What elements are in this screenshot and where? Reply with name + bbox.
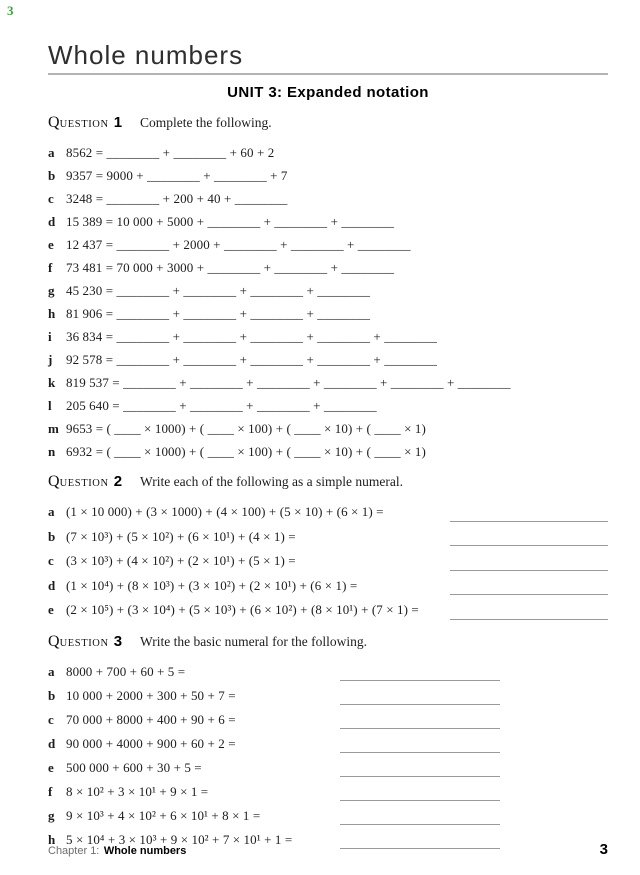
question-item-row [48,780,608,804]
answer-line [450,570,608,571]
question-item-row [48,500,608,525]
item-text: (2 × 10⁵) + (3 × 10⁴) + (5 × 10³) + (6 × 10²) + (8 × 10¹) + (7 × 1) = [66,602,419,617]
question-heading [48,114,608,136]
question-label: QUESTION [48,632,109,650]
question-item-row [48,660,608,684]
item-letter: b [48,687,56,703]
question-item-row [48,804,608,828]
item-letter: c [48,711,54,727]
answer-line [340,704,500,705]
item-letter: d [48,577,56,593]
question-1-block [48,114,608,463]
item-text: (3 × 10³) + (4 × 10²) + (2 × 10¹) + (5 × 1) = [66,553,296,568]
item-letter: a [48,504,55,519]
item-text: 3248 = ________ + 200 + 40 + ________ [66,191,288,206]
item-text: 36 834 = ________ + ________ + ________ + ________ + ________ [66,329,438,344]
answer-line [340,752,500,753]
item-letter: d [48,735,56,751]
item-letter: k [48,375,56,390]
answer-line [340,680,500,681]
item-letter: e [48,237,54,252]
page-footer [48,841,608,859]
question-instruction: Write the basic numeral for the following. [140,633,368,649]
question-item-row [48,440,608,463]
answer-line [340,824,500,825]
unit-heading: UNIT 3: Expanded notation [227,84,429,101]
question-item-row [48,708,608,732]
item-text: 205 640 = ________ + ________ + ________ + ________ [66,398,377,413]
item-letter: e [48,602,54,617]
item-text: 12 437 = ________ + 2000 + ________ + ________ + ________ [66,237,411,252]
item-text: 15 389 = 10 000 + 5000 + ________ + ________ + ________ [66,214,395,229]
answer-line [340,800,500,801]
answer-line [450,521,608,522]
question-item-row [48,141,608,164]
question-instruction: Write each of the following as a simple numeral. [140,474,404,489]
question-number: 2 [113,473,123,490]
item-text: 70 000 + 8000 + 400 + 90 + 6 = [66,711,236,727]
question-heading [48,633,608,655]
question-item-row [48,279,608,302]
question-item-row [48,164,608,187]
answer-line [340,776,500,777]
question-items [48,500,608,623]
item-letter: c [48,553,54,568]
question-item-row [48,394,608,417]
question-label: QUESTION [48,473,109,490]
question-2-block [48,473,608,623]
question-item-row [48,256,608,279]
page-number: 3 [599,841,608,858]
item-letter: j [48,352,53,367]
item-letter: f [48,783,53,799]
question-instruction: Complete the following. [140,115,272,130]
answer-line [340,728,500,729]
question-item-row [48,756,608,780]
item-letter: f [48,260,53,275]
question-label-smallcaps: UESTION [59,119,109,130]
question-item-row [48,684,608,708]
item-text: 8562 = ________ + ________ + 60 + 2 [66,145,275,160]
page-title: Whole numbers [48,40,244,70]
item-text: 9 × 10³ + 4 × 10² + 6 × 10¹ + 8 × 1 = [66,807,261,823]
question-item-row [48,549,608,574]
answer-line [450,545,608,546]
question-number: 1 [113,114,123,131]
question-items [48,141,608,463]
chapter-label: Chapter 1: [48,845,100,857]
item-text: 500 000 + 600 + 30 + 5 = [66,759,202,775]
item-text: (1 × 10⁴) + (8 × 10³) + (3 × 10²) + (2 × 10¹) + (6 × 1) = [66,577,358,593]
question-heading [48,473,608,495]
item-text: 90 000 + 4000 + 900 + 60 + 2 = [66,735,236,751]
item-letter: b [48,528,56,544]
item-text: (1 × 10 000) + (3 × 1000) + (4 × 100) + (5 × 10) + (6 × 1) = [66,504,384,519]
item-letter: e [48,759,54,775]
item-letter: l [48,398,52,413]
item-letter: m [48,421,59,436]
item-letter: h [48,306,56,321]
item-text: 8000 + 700 + 60 + 5 = [66,663,186,679]
question-number: 3 [113,632,123,650]
question-item-row [48,233,608,256]
item-text: 73 481 = 70 000 + 3000 + ________ + ________ + ________ [66,260,395,275]
question-item-row [48,302,608,325]
item-text: 819 537 = ________ + ________ + ________ + ________ + ________ + ________ [66,375,511,390]
item-text: 92 578 = ________ + ________ + ________ + ________ + ________ [66,352,438,367]
corner-page-mark: 3 [7,3,14,18]
question-item-row [48,598,608,623]
item-letter: c [48,191,54,206]
title-rule [48,73,608,75]
question-label-smallcaps: UESTION [59,637,109,649]
item-letter: a [48,145,55,160]
question-item-row [48,187,608,210]
question-item-row [48,210,608,233]
chapter-title: Whole numbers [103,845,187,857]
footer-chapter [48,841,186,859]
item-letter: g [48,807,55,823]
questions-container [48,114,608,852]
question-item-row [48,525,608,550]
item-text: 81 906 = ________ + ________ + ________ + ________ [66,306,371,321]
item-text: 9357 = 9000 + ________ + ________ + 7 [66,168,288,183]
item-letter: h [48,831,56,847]
question-label: QUESTION [48,114,109,131]
item-text: 10 000 + 2000 + 300 + 50 + 7 = [66,687,236,703]
item-letter: d [48,214,56,229]
page-content [0,42,640,852]
item-text: 45 230 = ________ + ________ + ________ + ________ [66,283,371,298]
item-letter: a [48,663,55,679]
item-text: 6932 = ( ____ × 1000) + ( ____ × 100) + ( ____ × 10) + ( ____ × 1) [66,444,426,459]
item-letter: g [48,283,55,298]
question-item-row [48,732,608,756]
question-item-row [48,371,608,394]
item-text: 8 × 10² + 3 × 10¹ + 9 × 1 = [66,783,209,799]
question-item-row [48,417,608,440]
item-letter: b [48,168,56,183]
question-item-row [48,325,608,348]
item-text: (7 × 10³) + (5 × 10²) + (6 × 10¹) + (4 × 1) = [66,528,296,544]
question-item-row [48,348,608,371]
question-item-row [48,574,608,599]
item-text: 9653 = ( ____ × 1000) + ( ____ × 100) + ( ____ × 10) + ( ____ × 1) [66,421,426,436]
answer-line [450,594,608,595]
item-letter: n [48,444,56,459]
question-3-block [48,633,608,852]
item-text: 5 × 10⁴ + 3 × 10³ + 9 × 10² + 7 × 10¹ + 1 = [66,831,293,847]
question-label-smallcaps: UESTION [59,478,109,489]
answer-line [450,619,608,620]
item-letter: i [48,329,52,344]
question-items [48,660,608,852]
